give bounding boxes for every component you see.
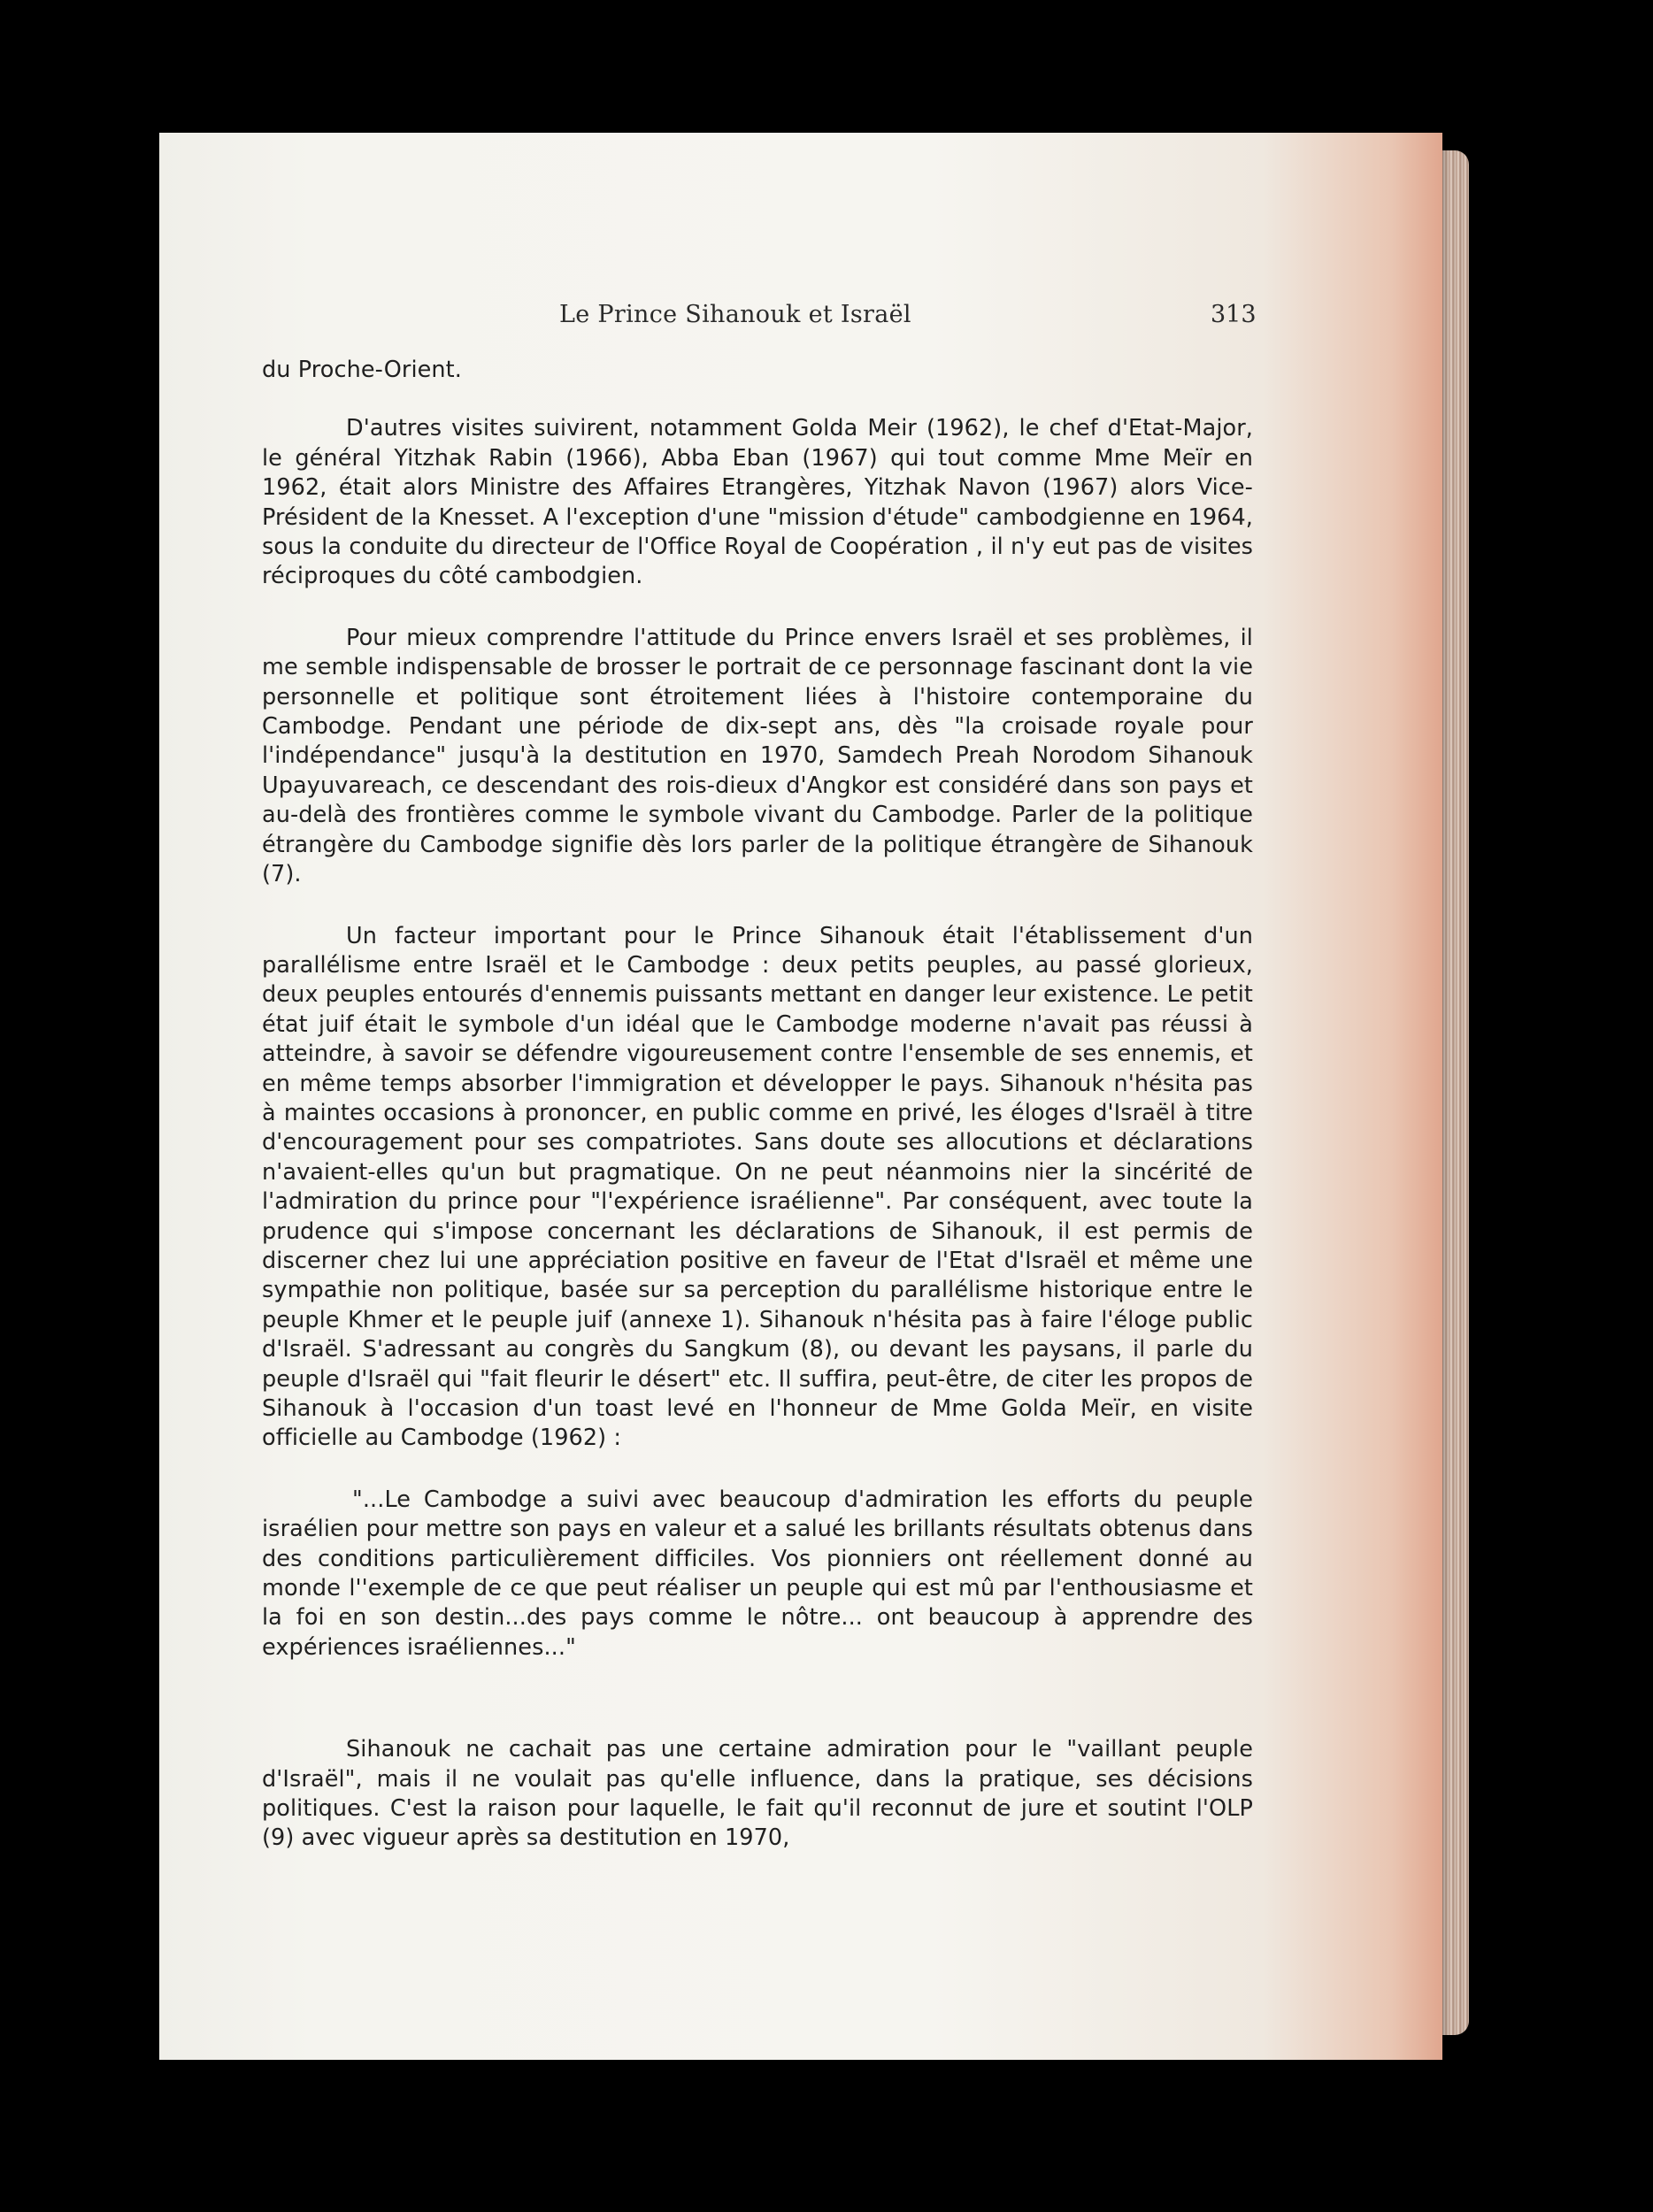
continuation-line: du Proche-Orient. xyxy=(262,357,462,383)
running-title: Le Prince Sihanouk et Israël xyxy=(559,301,911,328)
page-number: 313 xyxy=(1211,301,1257,328)
paragraph-parallelism: Un facteur important pour le Prince Sihanouk était l'établissement d'un parallélisme entre Israël et le Cambodge : deux petits peuples, au passé glorieux, deux peuples entourés d'ennemis puissants mettant en danger leur existence. Le petit état juif était le symbole d'un idéal que le Cambodge moderne n'avait pas réussi à atteindre, à savoir se défendre vigoureusement contre l'ensemble de ses ennemis, et en même temps absorber l'immigration et développer le pays. Sihanouk n'hésita pas à maintes occasions à prononcer, en public comme en privé, les éloges d'Israël à titre d'encouragement pour ses compatriotes. Sans doute ses allocutions et déclarations n'avaient-elles qu'un but pragmatique. On ne peut néanmoins nier la sincérité de l'admiration du prince pour "l'expérience israélienne". Par conséquent, avec toute la prudence qui s'impose concernant les déclarations de Sihanouk, il est permis de discerner chez lui une appréciation positive en faveur de l'Etat d'Israël et même une sympathie non politique, basée sur sa perception du parallélisme historique entre le peuple Khmer et le peuple juif (annexe 1). Sihanouk n'hésita pas à faire l'éloge public d'Israël. S'adressant au congrès du Sangkum (8), ou devant les paysans, il parle du peuple d'Israël qui "fait fleurir le désert" etc. Il suffira, peut-être, de citer les propos de Sihanouk à l'occasion d'un toast levé en l'honneur de Mme Golda Meïr, en visite officielle au Cambodge (1962) : xyxy=(262,922,1253,1452)
body-text xyxy=(262,356,1253,1886)
paragraph-portrait: Pour mieux comprendre l'attitude du Prince envers Israël et ses problèmes, il me semble indispensable de brosser le portrait de ce personnage fascinant dont la vie personnelle et politique sont étroitement liées à l'histoire contemporaine du Cambodge. Pendant une période de dix-sept ans, dès "la croisade royale pour l'indépendance" jusqu'à la destitution en 1970, Samdech Preah Norodom Sihanouk Upayuvareach, ce descendant des rois-dieux d'Angkor est considéré dans son pays et au-delà des frontières comme le symbole vivant du Cambodge. Parler de la politique étrangère du Cambodge signifie dès lors parler de la politique étrangère de Sihanouk (7). xyxy=(262,624,1253,888)
paragraph-visits: D'autres visites suivirent, notamment Golda Meir (1962), le chef d'Etat-Major, le général Yitzhak Rabin (1966), Abba Eban (1967) qui tout comme Mme Meïr en 1962, était alors Ministre des Affaires Etrangères, Yitzhak Navon (1967) alors Vice-Président de la Knesset. A l'exception d'une "mission d'étude" cambodgienne en 1964, sous la conduite du directeur de l'Office Royal de Coopération , il n'y eut pas de visites réciproques du côté cambodgien. xyxy=(262,415,1253,590)
quotation-toast: "...Le Cambodge a suivi avec beaucoup d'admiration les efforts du peuple israélien pour mettre son pays en valeur et a salué les brillants résultats obtenus dans des conditions particulièrement difficiles. Vos pionniers ont réellement donné au monde l''exemple de ce que peut réaliser un peuple qui est mû par l'enthousiasme et la foi en son destin...des pays comme le nôtre... ont beaucoup à apprendre des expériences israéliennes..." xyxy=(262,1486,1253,1661)
paragraph-admiration: Sihanouk ne cachait pas une certaine admiration pour le "vaillant peuple d'Israël", mais il ne voulait pas qu'elle influence, dans la pratique, ses décisions politiques. C'est la raison pour laquelle, le fait qu'il reconnut de jure et soutint l'OLP (9) avec vigueur après sa destitution en 1970, xyxy=(262,1736,1253,1852)
running-head xyxy=(0,301,1653,336)
